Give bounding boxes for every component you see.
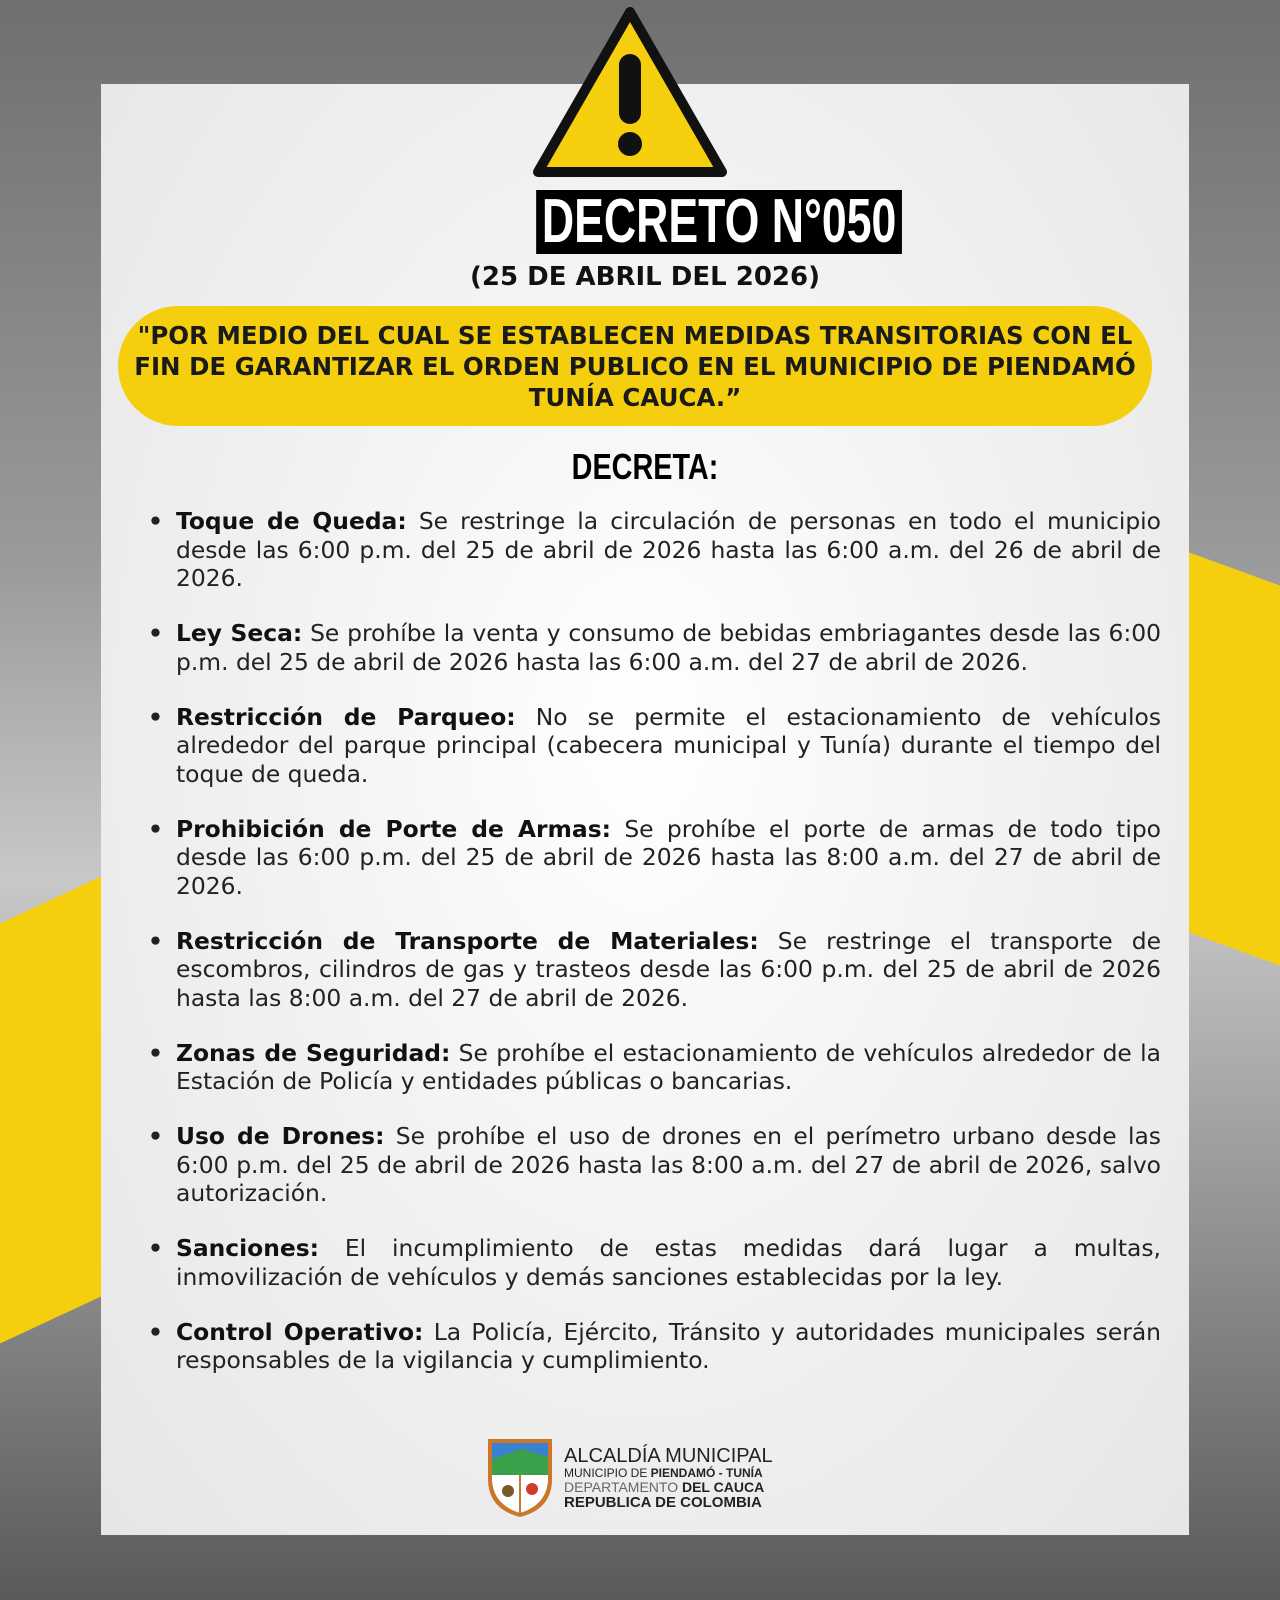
yellow-stripe-left xyxy=(0,876,101,1343)
measure-item xyxy=(148,1039,1161,1096)
bullet-icon: • xyxy=(148,814,163,843)
title-word: DECRETO xyxy=(541,187,760,256)
measure-text: Se restringe la circulación de personas en todo el municipio desde las 6:00 p.m. del 25 de abril de 2026 hasta las 6:00 a.m. del 26 de abril de 2026. xyxy=(176,507,1161,592)
bullet-icon: • xyxy=(148,1234,163,1262)
measure-term: Restricción de Parqueo: xyxy=(176,702,516,731)
measure-text: La Policía, Ejército, Tránsito y autoridades municipales serán responsables de la vigilancia y cumplimiento. xyxy=(176,1317,1161,1374)
coat-of-arms-icon xyxy=(482,1435,558,1519)
measure-text: Se restringe el transporte de escombros, cilindros de gas y trasteos desde las 6:00 p.m. del 25 de abril de 2026 hasta las 8:00 a.m. del 27 de abril de 2026. xyxy=(176,926,1161,1012)
measure-text: No se permite el estacionamiento de vehículos alrededor del parque principal (cabecera municipal y Tunía) durante el tiempo del toque de queda. xyxy=(176,702,1162,788)
measure-term: Ley Seca: xyxy=(176,619,303,647)
measure-text: Se prohíbe el uso de drones en el perímetro urbano desde las 6:00 p.m. del 25 de abril de 2026 hasta las 8:00 a.m. del 27 de abril de 2026, salvo autorización. xyxy=(176,1122,1161,1207)
bullet-icon: • xyxy=(148,507,163,535)
measure-item xyxy=(148,703,1161,789)
measure-text: Se prohíbe el porte de armas de todo tipo desde las 6:00 p.m. del 25 de abril de 2026 hasta las 8:00 a.m. del 27 de abril de 2026. xyxy=(176,814,1161,900)
measure-item xyxy=(148,1318,1161,1375)
measure-item xyxy=(148,619,1161,676)
measure-term: Restricción de Transporte de Materiales: xyxy=(176,926,759,955)
bullet-icon: • xyxy=(148,926,163,955)
measure-item xyxy=(148,927,1161,1013)
warning-icon xyxy=(530,4,730,182)
measure-item xyxy=(148,1234,1161,1291)
alcaldia-logo: ALCALDÍA MUNICIPAL MUNICIPIO DE PIENDAMÓ - TUNÍA DEPARTAMENTO DEL CAUCA REPUBLICA DE COLOMBIA xyxy=(482,1435,773,1519)
decree-subject: "POR MEDIO DEL CUAL SE ESTABLECEN MEDIDAS TRANSITORIAS CON EL FIN DE GARANTIZAR EL ORDEN PUBLICO EN EL MUNICIPIO DE PIENDAMÓ TUNÍA CAUCA.” xyxy=(118,306,1152,426)
measure-item xyxy=(148,1122,1161,1208)
logo-line1: ALCALDÍA MUNICIPAL xyxy=(564,1444,773,1467)
measure-term: Toque de Queda: xyxy=(176,507,407,535)
measure-term: Prohibición de Porte de Armas: xyxy=(176,814,611,843)
decreta-heading: DECRETA: xyxy=(571,446,719,487)
logo-line4: REPUBLICA DE COLOMBIA xyxy=(564,1493,762,1511)
bullet-icon: • xyxy=(148,1122,163,1150)
bullet-icon: • xyxy=(148,702,163,731)
measure-item xyxy=(148,507,1161,593)
measure-item xyxy=(148,815,1161,901)
decree-card xyxy=(101,84,1189,1535)
bullet-icon: • xyxy=(148,1317,163,1346)
measure-term: Zonas de Seguridad: xyxy=(176,1038,451,1067)
title-number: N°050 xyxy=(771,187,897,256)
bullet-icon: • xyxy=(148,1038,163,1067)
measures-list xyxy=(148,507,1161,1401)
decree-title xyxy=(101,187,1189,256)
measure-text: El incumplimiento de estas medidas dará lugar a multas, inmovilización de vehículos y demás sanciones establecidas por la ley. xyxy=(176,1234,1161,1291)
decree-date: (25 DE ABRIL DEL 2026) xyxy=(470,262,820,292)
bullet-icon: • xyxy=(148,619,163,647)
measure-text: Se prohíbe la venta y consumo de bebidas embriagantes desde las 6:00 p.m. del 25 de abril de 2026 hasta las 6:00 a.m. del 27 de abril de 2026. xyxy=(176,619,1161,676)
measure-text: Se prohíbe el estacionamiento de vehículos alrededor de la Estación de Policía y entidades públicas o bancarias. xyxy=(176,1038,1161,1095)
measure-term: Control Operativo: xyxy=(176,1317,424,1346)
measure-term: Uso de Drones: xyxy=(176,1122,385,1150)
measure-term: Sanciones: xyxy=(176,1234,320,1262)
